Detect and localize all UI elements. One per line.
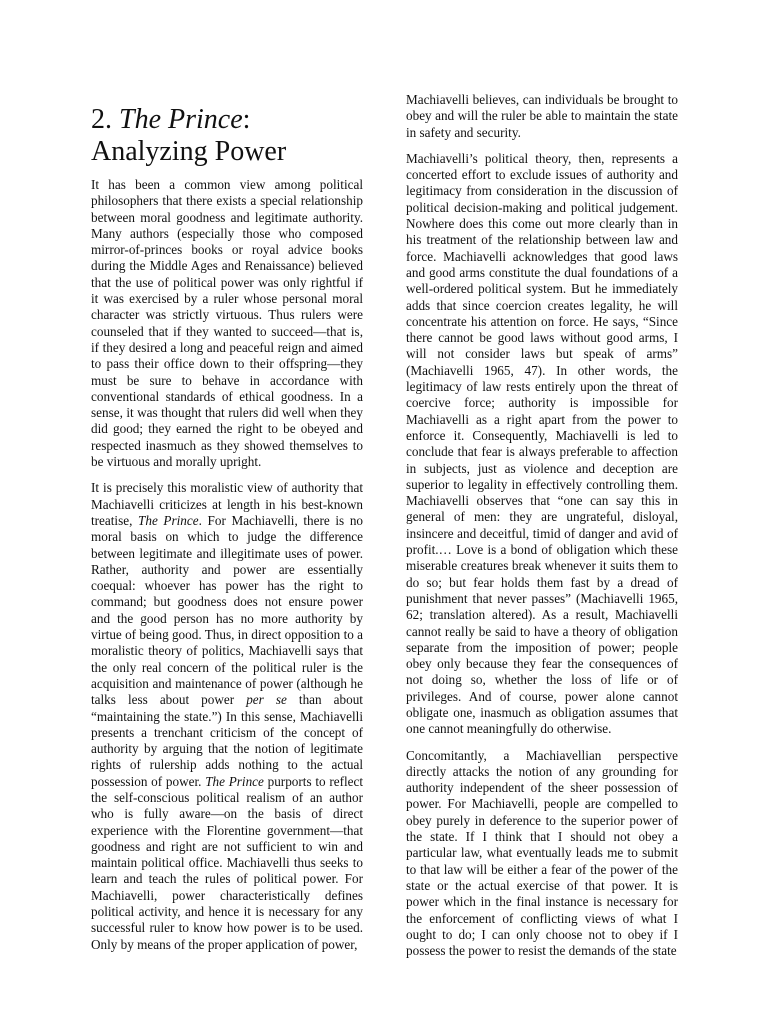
chapter-subtitle: Analyzing Power — [91, 136, 287, 167]
chapter-title-colon: : — [242, 104, 251, 135]
text-run: purports to reflect the self-conscious political realism of an author who is fully aware—on the basis of direct experience with the Florentine government—that goodness and right are not sufficient to win and maintain political office. Machiavelli thus seeks to learn and teach the rules of political power. For Machiavelli, power characteristically defines political activity, and hence it is necessary for any successful ruler to know how power is to be used. Only by means of the proper application of power, — [91, 773, 364, 952]
paragraph: Machiavelli’s political theory, then, represents a concerted effort to exclude issues of authority and legitimacy from consideration in the discussion of political decision-making and political judgement. Nowhere does this come out more clearly than in his treatment of the relationship between law and force. Machiavelli acknowledges that good laws and good arms constitute the dual foundations of a well-ordered political system. But he immediately adds that since coercion creates legality, he will concentrate his attention on force. He says, “Since there cannot be good laws without good arms, I will not consider laws but speak of arms” (Machiavelli 1965, 47). In other words, the legitimacy of law rests entirely upon the threat of coercive force; authority is impossible for Machiavelli as a right apart from the power to enforce it. Consequently, Machiavelli is led to conclude that fear is always preferable to affection in subjects, just as violence and deception are superior to legality in effectively controlling them. Machiavelli observes that “one can say this in general of men: they are ungrateful, disloyal, insincere and deceitful, timid of danger and avid of profit.… Love is a bond of obligation which these miserable creatures break whenever it suits them to do so; but fear holds them fast by a dread of punishment that never passes” (Machiavelli 1965, 62; translation altered). As a result, Machiavelli cannot really be said to have a theory of obligation separate from the imposition of power; people obey only because they fear the consequences of not doing so, whether the loss of life or of privileges. And of course, power alone cannot obligate one, inasmuch as obligation assumes that one cannot meaningfully do otherwise. — [406, 150, 678, 737]
text-run: . For Machiavelli, there is no moral basis on which to judge the difference between legitimate and illegitimate uses of power. Rather, authority and power are essentially coequal: whoever has power has the right to command; but goodness does not ensure power and the good person has no more authority by virtue of being good. Thus, in direct opposition to a moralistic theory of politics, Machiavelli says that the only real concern of the political ruler is the acquisition and maintenance of power (although he talks less about power — [91, 512, 364, 708]
text-run: than about “maintaining the state.”) In this sense, Machiavelli presents a trenchant criticism of the concept of authority by arguing that the notion of legitimate rights of rulership adds nothing to the actual possession of power. — [91, 692, 363, 789]
chapter-number: 2. — [91, 104, 112, 135]
book-title: The Prince — [138, 512, 199, 528]
right-column — [406, 92, 678, 969]
chapter-title: The Prince — [119, 104, 243, 135]
paragraph: Concomitantly, a Machiavellian perspective directly attacks the notion of any grounding for authority independent of the sheer possession of power. For Machiavelli, people are compelled to obey purely in deference to the superior power of the state. If I think that I should not obey a particular law, what eventually leads me to submit to that law will be either a fear of the power of the state or the actual exercise of that power. It is power which in the final instance is necessary for the enforcement of conflicting views of what I ought to do; I can only choose not to obey if I possess the power to resist the demands of the state — [406, 747, 678, 959]
book-title: The Prince — [205, 773, 264, 789]
text-run: It is precisely this moralistic view of authority that Machiavelli criticizes at length in his best-known treatise, — [91, 480, 363, 528]
italic-term: per se — [246, 692, 287, 708]
paragraph: It has been a common view among political philosophers that there exists a special relationship between moral goodness and legitimate authority. Many authors (especially those who composed mirror-of-princes books or royal advice books during the Middle Ages and Renaissance) believed that the use of political power was only rightful if it was exercised by a ruler whose personal moral character was strictly virtuous. Thus rulers were counseled that if they wanted to succeed—that is, if they desired a long and peaceful reign and aimed to pass their office down to their offspring—they must be sure to behave in accordance with conventional standards of ethical goodness. In a sense, it was thought that rulers did well when they did good; they earned the right to be obeyed and respected inasmuch as they showed themselves to be virtuous and morally upright. — [91, 177, 363, 470]
paragraph — [91, 480, 363, 953]
chapter-heading — [91, 104, 371, 168]
left-column — [91, 177, 363, 963]
paragraph: Machiavelli believes, can individuals be brought to obey and will the ruler be able to maintain the state in safety and security. — [406, 92, 678, 140]
